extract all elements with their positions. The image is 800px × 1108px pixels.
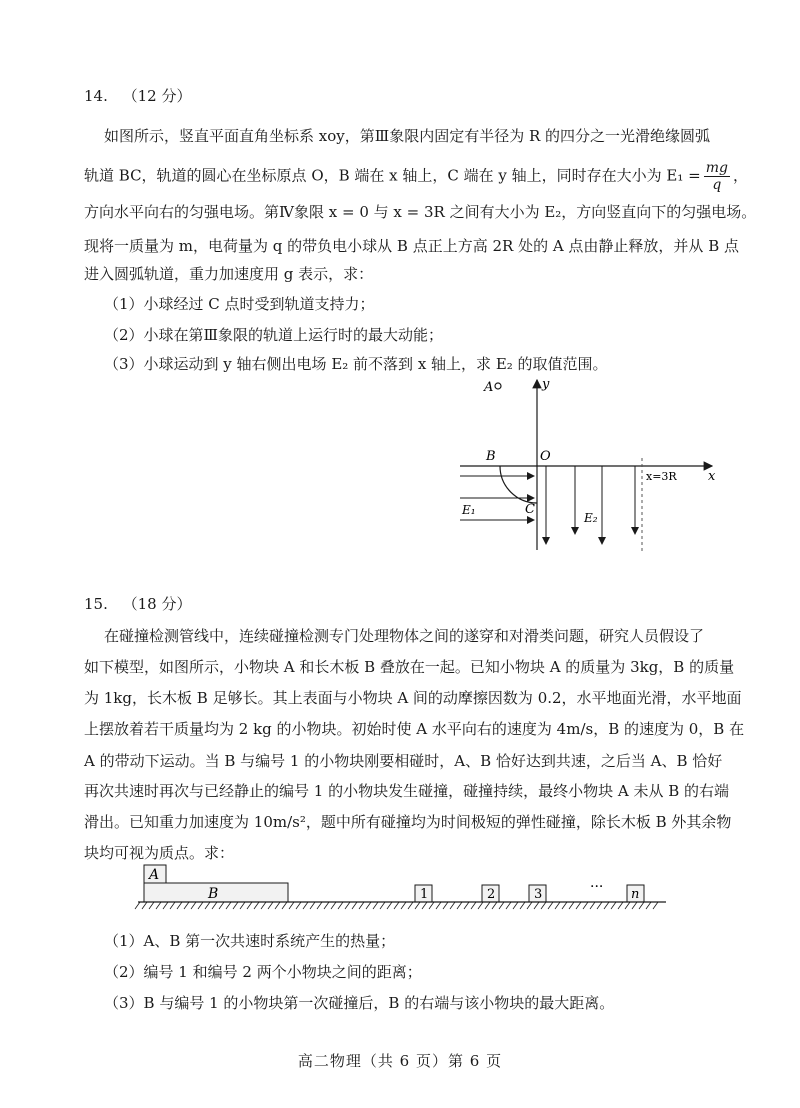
- ground-hatch-mark: [261, 902, 266, 909]
- ground-hatch-mark: [646, 902, 651, 909]
- ground-hatch-mark: [429, 902, 434, 909]
- ground-hatch-mark: [548, 902, 553, 909]
- ground-hatch-mark: [604, 902, 609, 909]
- label-b: B: [486, 449, 496, 464]
- ground-hatch-mark: [527, 902, 532, 909]
- q14-text-line2-body: 轨道 BC，轨道的圆心在坐标原点 O，B 端在 x 轴上，C 端在 y 轴上，同时存在大小为 E₁ =: [84, 166, 701, 185]
- ground-hatch-mark: [625, 902, 630, 909]
- ground-hatch-mark: [226, 902, 231, 909]
- ground-hatch-mark: [240, 902, 245, 909]
- ground-hatch-mark: [331, 902, 336, 909]
- label-y: y: [542, 377, 550, 392]
- ground-hatch-mark: [492, 902, 497, 909]
- point-a-marker: [495, 383, 501, 389]
- q14-number: 14.: [84, 87, 108, 105]
- q14-text-line1: 如图所示，竖直平面直角坐标系 xoy，第Ⅲ象限内固定有半径为 R 的四分之一光滑绝缘圆弧: [104, 127, 711, 145]
- ground-hatch-mark: [485, 902, 490, 909]
- q15-number: 15.: [84, 595, 108, 613]
- ground-hatch-mark: [464, 902, 469, 909]
- q15-text-line1: 在碰撞检测管线中，连续碰撞检测专门处理物体之间的遂穿和对滑类问题，研究人员假设了: [104, 627, 705, 645]
- ground-hatch-mark: [457, 902, 462, 909]
- q14-figure: [450, 370, 730, 560]
- label-c: C: [525, 502, 535, 517]
- block-n-label: n: [631, 887, 640, 902]
- q15-text-line4: 上摆放着若干质量均为 2 kg 的小物块。初始时使 A 水平向右的速度为 4m/s，B 的速度为 0，B 在: [84, 720, 745, 738]
- q15-text-line3: 为 1kg，长木板 B 足够长。其上表面与小物块 A 间的动摩擦因数为 0.2，水平地面光滑，水平地面: [84, 689, 742, 707]
- ground-hatch-mark: [555, 902, 560, 909]
- ground-hatch-mark: [541, 902, 546, 909]
- q15-text-line5: A 的带动下运动。当 B 与编号 1 的小物块刚要相碰时，A、B 恰好达到共速，之后当 A、B 恰好: [84, 752, 723, 770]
- q14-text-line5: 进入圆弧轨道，重力加速度用 g 表示，求：: [84, 265, 374, 283]
- ground-hatch-mark: [590, 902, 595, 909]
- ground-hatch-mark: [597, 902, 602, 909]
- ground-hatch-mark: [324, 902, 329, 909]
- ground-hatch-mark: [212, 902, 217, 909]
- ground-hatch-mark: [443, 902, 448, 909]
- ground-hatch-mark: [275, 902, 280, 909]
- q15-figure: [134, 858, 674, 918]
- label-e1: E₁: [462, 503, 476, 517]
- ground-hatch-mark: [394, 902, 399, 909]
- q15-text-line2: 如下模型，如图所示，小物块 A 和长木板 B 叠放在一起。已知小物块 A 的质量为 3kg，B 的质量: [84, 658, 735, 676]
- ground-hatch-mark: [317, 902, 322, 909]
- q15-text-line8: 块均可视为质点。求：: [84, 844, 235, 862]
- ground-hatch-mark: [282, 902, 287, 909]
- ground-hatch-mark: [380, 902, 385, 909]
- ground-hatch-mark: [268, 902, 273, 909]
- ground-hatch-mark: [303, 902, 308, 909]
- ground-hatch-mark: [471, 902, 476, 909]
- ground-hatch-mark: [520, 902, 525, 909]
- ground-hatch-mark: [569, 902, 574, 909]
- ground-hatch-mark: [135, 902, 140, 909]
- ground-hatch-mark: [359, 902, 364, 909]
- ground-hatch-mark: [310, 902, 315, 909]
- q14-text-line2-tail: ，: [732, 166, 748, 185]
- ground-hatch-mark: [499, 902, 504, 909]
- block-a-label: A: [149, 867, 160, 883]
- q14-e1-denominator: q: [712, 177, 722, 193]
- ground-hatch-mark: [296, 902, 301, 909]
- ground-hatch-mark: [415, 902, 420, 909]
- ground-hatch-mark: [639, 902, 644, 909]
- arc-track-bc: [500, 466, 537, 503]
- page-footer: 高二物理（共 6 页）第 6 页: [297, 1052, 503, 1070]
- q15-subquestion-1: （1）A、B 第一次共速时系统产生的热量；: [104, 932, 396, 950]
- q14-e1-fraction: [704, 160, 730, 193]
- q14-e1-numerator: mg: [705, 160, 728, 176]
- ground-hatch-mark: [373, 902, 378, 909]
- q14-text-line2: [84, 160, 748, 193]
- ground-hatch-mark: [583, 902, 588, 909]
- ground-hatch-mark: [254, 902, 259, 909]
- block-3-label: 3: [534, 887, 543, 902]
- q15-text-line7: 滑出。已知重力加速度为 10m/s²，题中所有碰撞均为时间极短的弹性碰撞，除长木板 B 外其余物: [84, 813, 732, 831]
- q14-subquestion-3: （3）小球运动到 y 轴右侧出电场 E₂ 前不落到 x 轴上，求 E₂ 的取值范围。: [104, 355, 608, 373]
- label-x3r: x=3R: [646, 470, 677, 483]
- ground-hatch-mark: [142, 902, 147, 909]
- q15-subquestion-2: （2）编号 1 和编号 2 两个小物块之间的距离；: [104, 963, 422, 981]
- q14-text-line4: 现将一质量为 m，电荷量为 q 的带负电小球从 B 点正上方高 2R 处的 A 点由静止释放，并从 B 点: [84, 237, 739, 255]
- label-o: O: [540, 449, 551, 464]
- block-2-label: 2: [487, 887, 496, 902]
- ground-hatch-mark: [163, 902, 168, 909]
- ground-hatch-mark: [198, 902, 203, 909]
- ground-hatch-mark: [387, 902, 392, 909]
- q15-header: [84, 594, 192, 614]
- ground-hatch-mark: [401, 902, 406, 909]
- ground-hatch-mark: [156, 902, 161, 909]
- ground-hatch-mark: [534, 902, 539, 909]
- ground-hatch-mark: [576, 902, 581, 909]
- q15-subquestion-3: （3）B 与编号 1 的小物块第一次碰撞后，B 的右端与该小物块的最大距离。: [104, 994, 615, 1012]
- ground-hatch-mark: [247, 902, 252, 909]
- ground-hatch-mark: [436, 902, 441, 909]
- q14-points: （12 分）: [122, 87, 192, 105]
- ground-hatch-mark: [450, 902, 455, 909]
- ground-hatch-mark: [289, 902, 294, 909]
- label-a: A: [484, 380, 494, 395]
- ground-hatch-mark: [611, 902, 616, 909]
- q15-text-line6: 再次共速时再次与已经静止的编号 1 的小物块发生碰撞，碰撞持续，最终小物块 A 未从 B 的右端: [84, 782, 730, 800]
- ground-hatch-mark: [506, 902, 511, 909]
- ground-hatch-mark: [345, 902, 350, 909]
- board-b-label: B: [208, 886, 219, 902]
- ground-hatch-mark: [219, 902, 224, 909]
- q14-subquestion-2: （2）小球在第Ⅲ象限的轨道上运行时的最大动能；: [104, 326, 444, 344]
- ground-hatch-mark: [632, 902, 637, 909]
- ground-hatch-mark: [513, 902, 518, 909]
- label-x: x: [708, 469, 716, 484]
- ellipsis: ···: [590, 879, 604, 895]
- ground-hatch-mark: [422, 902, 427, 909]
- label-e2: E₂: [584, 511, 598, 525]
- ground-hatch-mark: [653, 902, 658, 909]
- ground-hatch-mark: [233, 902, 238, 909]
- ground-hatch-mark: [478, 902, 483, 909]
- q14-header: [84, 86, 192, 106]
- q14-text-line3: 方向水平向右的匀强电场。第Ⅳ象限 x = 0 与 x = 3R 之间有大小为 E₂，方向竖直向下的匀强电场。: [84, 203, 757, 221]
- ground-hatch-mark: [170, 902, 175, 909]
- q15-points: （18 分）: [122, 595, 192, 613]
- q14-subquestion-1: （1）小球经过 C 点时受到轨道支持力；: [104, 295, 375, 313]
- ground-hatch-mark: [408, 902, 413, 909]
- ground-hatching: [135, 902, 658, 909]
- ground-hatch-mark: [184, 902, 189, 909]
- ground-hatch-mark: [177, 902, 182, 909]
- ground-hatch-mark: [205, 902, 210, 909]
- ground-hatch-mark: [149, 902, 154, 909]
- ground-hatch-mark: [338, 902, 343, 909]
- ground-hatch-mark: [562, 902, 567, 909]
- ground-hatch-mark: [191, 902, 196, 909]
- block-1-label: 1: [420, 887, 429, 902]
- ground-hatch-mark: [618, 902, 623, 909]
- ground-hatch-mark: [352, 902, 357, 909]
- ground-hatch-mark: [366, 902, 371, 909]
